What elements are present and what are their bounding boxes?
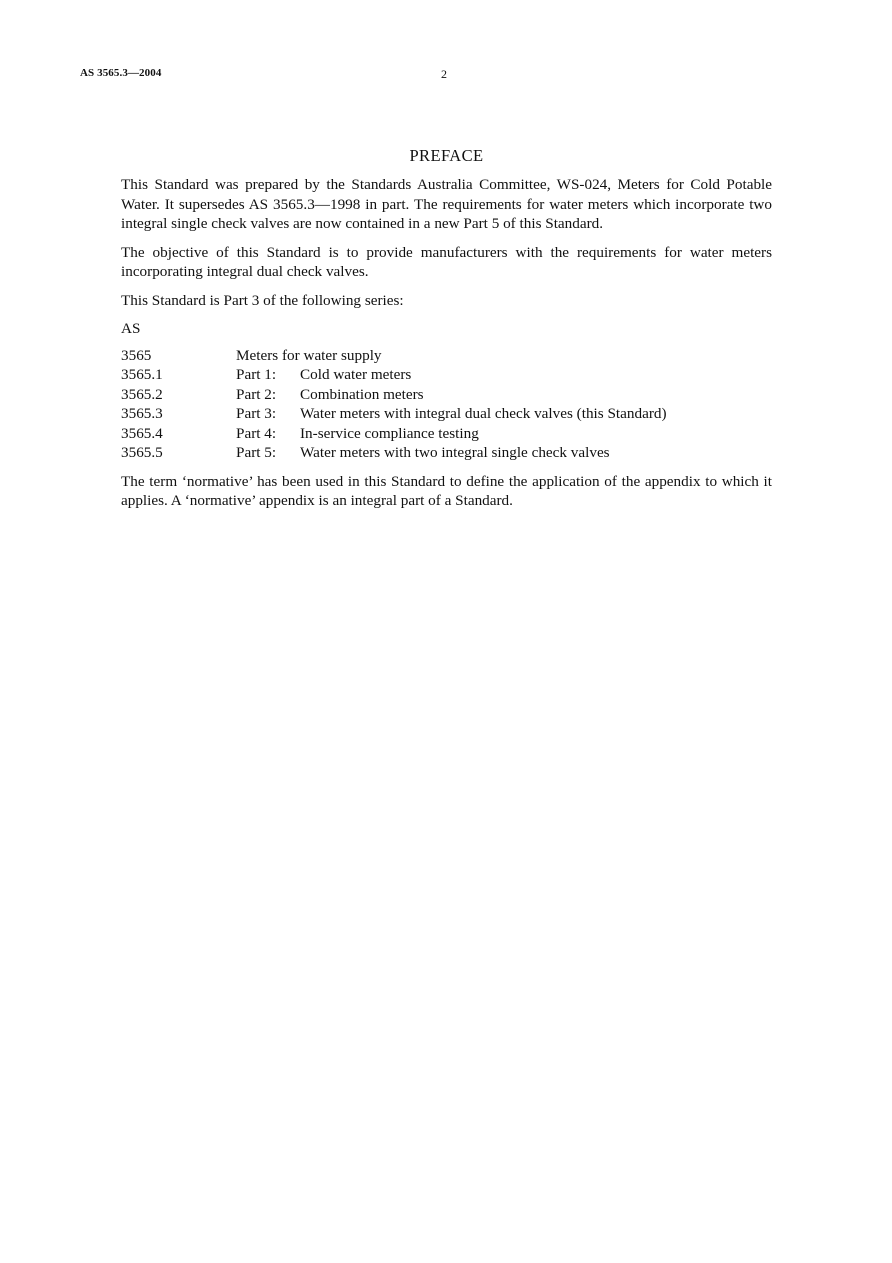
preface-paragraph-1: This Standard was prepared by the Standards Australia Committee, WS-024, Meters for Cold Potable Water. It supersedes AS 3565.3—1998 in part. The requirements for water meters which incorporate two integral single check valves are now contained in a new Part 5 of this Standard. [121, 176, 772, 232]
series-part: Part 3: [236, 405, 277, 422]
page-number: 2 [441, 67, 447, 81]
page-header [80, 67, 812, 83]
series-part: Part 2: [236, 385, 277, 403]
series-number: 3565.2 [121, 385, 163, 403]
series-title: Cold water meters [300, 366, 412, 383]
series-number: 3565.3 [121, 405, 163, 422]
series-part: Part 1: [236, 366, 277, 383]
series-part: Part 5: [236, 444, 277, 461]
series-title: Meters for water supply [236, 346, 382, 364]
series-title: In-service compliance testing [300, 424, 479, 442]
preface-paragraph-3: This Standard is Part 3 of the following series: [121, 291, 404, 309]
series-row-3565 [121, 346, 772, 366]
preface-title: PREFACE [409, 146, 484, 165]
series-number: 3565.4 [121, 424, 163, 442]
series-number: 3565.1 [121, 366, 163, 383]
series-list [121, 346, 772, 463]
series-number: 3565 [121, 346, 152, 364]
series-number: 3565.5 [121, 444, 163, 461]
series-row-3565-4 [121, 424, 772, 444]
series-label: AS [121, 320, 141, 337]
series-row-3565-1 [121, 365, 772, 385]
document-id: AS 3565.3—2004 [80, 67, 162, 79]
series-row-3565-3 [121, 404, 772, 424]
series-title: Water meters with two integral single check valves [300, 444, 610, 461]
preface-paragraph-2: The objective of this Standard is to provide manufacturers with the requirements for water meters incorporating integral dual check valves. [121, 243, 772, 280]
preface-section [121, 146, 772, 520]
series-row-3565-2 [121, 385, 772, 405]
normative-note-paragraph: The term ‘normative’ has been used in this Standard to define the application of the appendix to which it applies. A ‘normative’ appendix is an integral part of a Standard. [121, 472, 772, 509]
series-title: Combination meters [300, 385, 424, 403]
series-title: Water meters with integral dual check valves (this Standard) [300, 405, 667, 422]
series-part: Part 4: [236, 424, 277, 442]
series-row-3565-5 [121, 443, 772, 463]
